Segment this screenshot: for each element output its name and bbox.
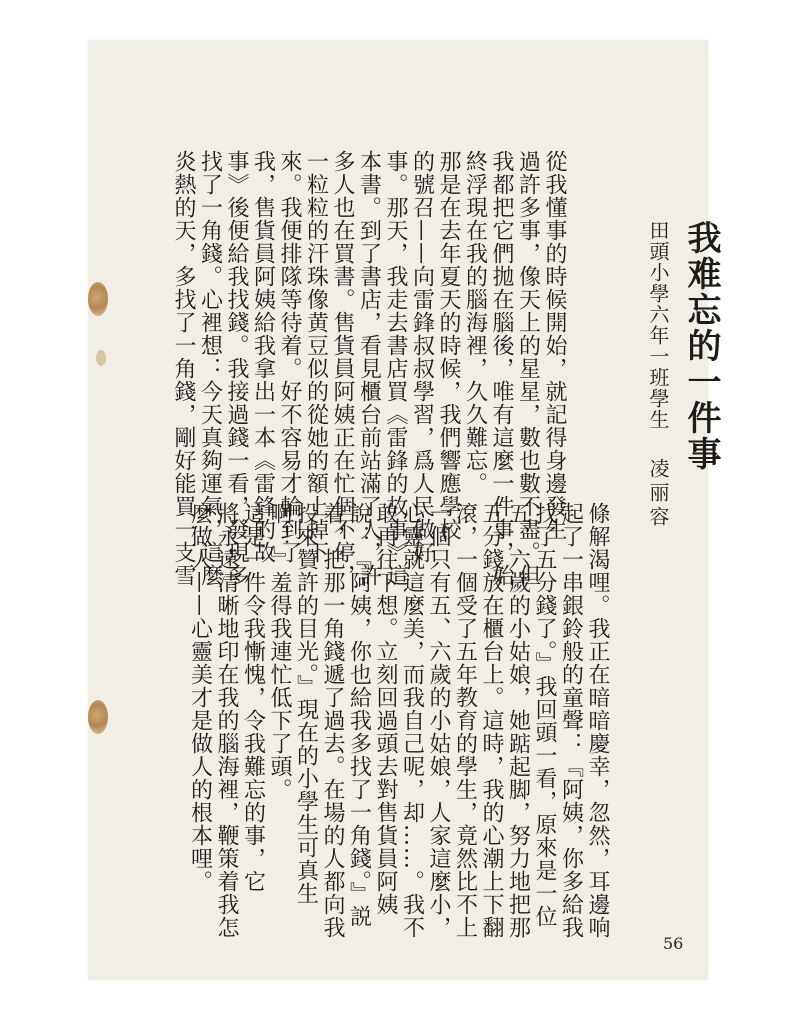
paper-stain bbox=[96, 350, 106, 366]
text-line: 事》後便給我找錢。我接過錢一看，發現多 bbox=[224, 150, 249, 587]
text-line: 從我懂事的時候開始，就記得身邊發生 bbox=[542, 150, 567, 541]
article-title: 我难忘的一件事 bbox=[681, 220, 721, 472]
book-page bbox=[88, 40, 721, 980]
text-line: 五、六歲的小姑娘，她踮起脚，努力地把那 bbox=[505, 502, 531, 939]
text-line: 那是在去年夏天的時候，我們響應學校 bbox=[436, 150, 461, 541]
text-line: 條解渴哩。我正在暗暗慶幸，忽然，耳邊响 bbox=[585, 502, 610, 939]
text-line: 一個只有五、六歲的小姑娘，人家這麼小， bbox=[426, 502, 451, 939]
text-line: 五分錢放在櫃台上。這時，我的心潮上下翻 bbox=[479, 502, 504, 939]
byline-author: 凌丽容 bbox=[646, 458, 670, 530]
binding-hole-bottom bbox=[88, 700, 108, 734]
text-line: 敢再往下想。立刻回過頭去對售貨員阿姨 bbox=[373, 502, 398, 916]
text-line: 過許多事，像天上的星星，數也數不盡。但 bbox=[515, 150, 541, 587]
text-line: 我，售貨員阿姨給我拿出一本《雷鋒的故 bbox=[250, 150, 276, 564]
text-line: 找了五分錢了。』我回頭一看，原來是一位 bbox=[532, 502, 557, 928]
text-line: 投來贊許的目光。』現在的小學生可真生 bbox=[293, 502, 319, 905]
text-line: 炎熱的天，多找了一角錢，剛好能買一支雪 bbox=[171, 150, 196, 587]
text-line: 本書。到了書店，看見櫃台前站滿了人，許 bbox=[356, 150, 382, 587]
text-line: 起了一串銀鈴般的童聲：『阿姨，你多給我 bbox=[558, 502, 584, 939]
text-line: 這是一件令我慚愧，令我難忘的事，它 bbox=[240, 502, 266, 893]
text-line: 着，把那一角錢遞了過去。在場的人都向我 bbox=[320, 502, 345, 939]
text-line: 一粒粒的汗珠像黄豆似的從她的額上掉下 bbox=[303, 150, 329, 564]
text-line: 心靈就這麼美，而我自己呢，却……。我不 bbox=[399, 502, 425, 939]
page-number: 56 bbox=[663, 934, 684, 953]
text-line: 的號召——向雷鋒叔叔學習，爲人民做好 bbox=[409, 150, 435, 564]
text-line: 麼做人——心靈美才是做人的根本哩。 bbox=[187, 502, 213, 893]
text-line: 多人也在買書。售貨員阿姨正在忙個不停， bbox=[330, 150, 355, 587]
text-line: 說：『阿姨，你也給我多找了一角錢。』説 bbox=[346, 502, 372, 928]
text-line: 事。那天，我走去書店買《雷鋒的故事》這 bbox=[383, 150, 408, 587]
binding-hole-top bbox=[88, 282, 108, 316]
text-line: 找了一角錢。心裡想：今天真夠運氣，這麼 bbox=[197, 150, 223, 587]
text-line: 將永遠清晰地印在我的腦海裡，鞭策着我怎 bbox=[214, 502, 239, 939]
text-line: 滾，一個受了五年教育的學生，竟然比不上 bbox=[452, 502, 478, 939]
text-line: 我都把它們拋在腦後，唯有這麼一件事，始 bbox=[489, 150, 514, 587]
text-line: 啊！』羞得我連忙低下了頭。 bbox=[267, 502, 292, 801]
text-line: 終浮現在我的腦海裡，久久難忘。 bbox=[462, 150, 488, 495]
byline-school: 田頭小學六年一班學生 bbox=[646, 220, 670, 430]
text-line: 來。我便排隊等待着。好不容易才輪到了 bbox=[277, 150, 302, 564]
